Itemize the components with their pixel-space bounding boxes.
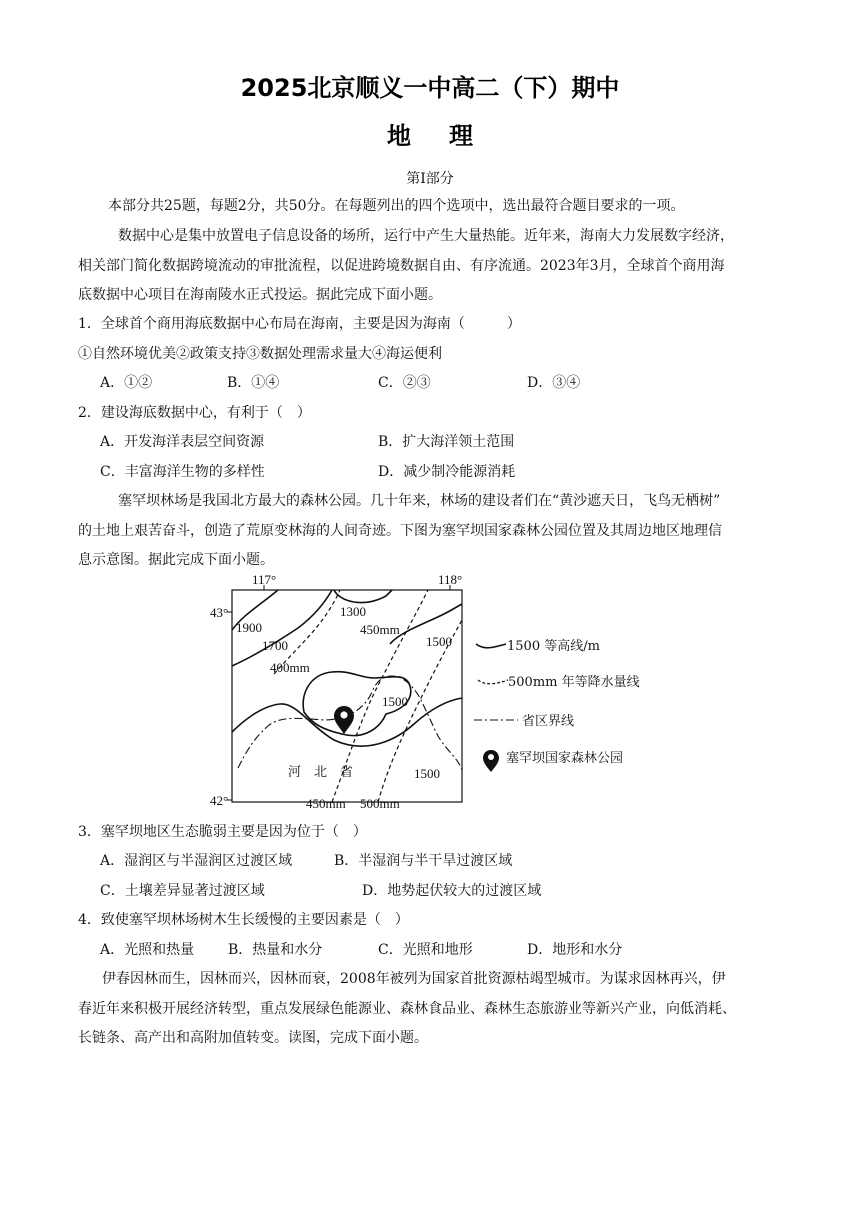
question-4-option-a: A．光照和热量: [100, 942, 195, 958]
passage3-line-3: 长链条、高产出和高附加值转变。读图，完成下面小题。: [78, 1030, 428, 1046]
legend-contour-symbol: [476, 644, 506, 648]
question-2-option-b: B．扩大海洋领土范围: [378, 434, 515, 450]
question-1-option-a: A．①②: [100, 375, 153, 391]
contour-label-1300: 1300: [340, 604, 366, 619]
passage3-line-2: 春近年来积极开展经济转型，重点发展绿色能源业、森林食品业、森林生态旅游业等新兴产业，向低消耗、: [78, 1001, 736, 1017]
question-3-option-a: A．湿润区与半湿润区过渡区域: [100, 853, 293, 869]
saihanba-map-figure: [210, 572, 654, 814]
isohyet-label-450mm-north: 450mm: [360, 622, 400, 637]
section-instructions: 本部分共25题，每题2分，共50分。在每题列出的四个选项中，选出最符合题目要求的一项。: [108, 198, 685, 214]
question-4-option-b: B．热量和水分: [228, 942, 323, 958]
question-1-option-d: D．③④: [527, 375, 581, 391]
isohyet-label-500mm: 500mm: [360, 796, 400, 811]
legend-isohyet-symbol: [478, 680, 508, 684]
contour-label-1900: 1900: [236, 620, 262, 635]
question-1-stem: 1．全球首个商用海底数据中心布局在海南，主要是因为海南（ ）: [78, 316, 521, 332]
lon-label-118: 118°: [438, 572, 463, 587]
passage1-line-2: 相关部门简化数据跨境流动的审批流程，以促进跨境数据自由、有序流通。2023年3月，全球首个商用海: [78, 258, 725, 274]
province-label-hebei: 河 北 省: [288, 764, 354, 779]
legend-park-label: 塞罕坝国家森林公园: [506, 751, 624, 766]
contour-label-1700: 1700: [262, 638, 288, 653]
question-2-option-d: D．减少制冷能源消耗: [378, 464, 516, 480]
legend-border-label: 省区界线: [522, 714, 575, 729]
contour-label-1500-center: 1500: [382, 694, 408, 709]
passage1-line-1: 数据中心是集中放置电子信息设备的场所，运行中产生大量热能。近年来，海南大力发展数字经济，: [118, 228, 734, 244]
question-3-option-c: C．土壤差异显著过渡区域: [100, 883, 265, 899]
passage1-line-3: 底数据中心项目在海南陵水正式投运。据此完成下面小题。: [78, 287, 442, 303]
question-4-option-c: C．光照和地形: [378, 942, 473, 958]
question-1-statements: ①自然环境优美②政策支持③数据处理需求量大④海运便利: [78, 346, 442, 362]
passage2-line-2: 的土地上艰苦奋斗，创造了荒原变林海的人间奇迹。下图为塞罕坝国家森林公园位置及其周边地区地理信: [78, 523, 722, 539]
lat-label-43: 43°: [210, 605, 229, 620]
lat-label-42: 42°: [210, 793, 229, 808]
question-4-stem: 4．致使塞罕坝林场树木生长缓慢的主要因素是（ ）: [78, 912, 409, 928]
question-4-option-d: D．地形和水分: [527, 942, 623, 958]
legend-contour-label: 1500 等高线/m: [507, 639, 600, 654]
question-3-option-b: B．半湿润与半干旱过渡区域: [334, 853, 513, 869]
section-heading: 第Ⅰ部分: [406, 171, 454, 187]
legend-map-pin-icon: [483, 750, 499, 772]
contour-label-1500-south: 1500: [414, 766, 440, 781]
question-2-option-c: C．丰富海洋生物的多样性: [100, 464, 265, 480]
legend-isohyet-label: 500mm 年等降水量线: [508, 675, 640, 690]
passage2-line-3: 息示意图。据此完成下面小题。: [78, 552, 274, 568]
question-2-stem: 2．建设海底数据中心，有利于（ ）: [78, 405, 311, 421]
passage3-line-1: 伊春因林而生，因林而兴，因林而衰，2008年被列为国家首批资源枯竭型城市。为谋求因林再兴，伊: [102, 971, 726, 987]
subject-title: 地理: [387, 122, 511, 150]
exam-title: 2025北京顺义一中高二（下）期中: [240, 74, 620, 102]
question-1-option-b: B．①④: [227, 375, 280, 391]
passage2-line-1: 塞罕坝林场是我国北方最大的森林公园。几十年来，林场的建设者们在“黄沙遮天日，飞鸟无栖树”: [118, 493, 721, 509]
map-pin-icon: [334, 706, 354, 734]
map-svg: [210, 572, 654, 814]
question-2-option-a: A．开发海洋表层空间资源: [100, 434, 265, 450]
question-3-stem: 3．塞罕坝地区生态脆弱主要是因为位于（ ）: [78, 824, 367, 840]
contour-label-1500-ne: 1500: [426, 634, 452, 649]
isohyet-label-400mm: 400mm: [270, 660, 310, 675]
isohyet-label-450mm-south: 450mm: [306, 796, 346, 811]
contour-line-1300: [334, 590, 392, 603]
question-3-option-d: D．地势起伏较大的过渡区域: [362, 883, 542, 899]
lon-label-117: 117°: [252, 572, 277, 587]
question-1-option-c: C．②③: [378, 375, 431, 391]
